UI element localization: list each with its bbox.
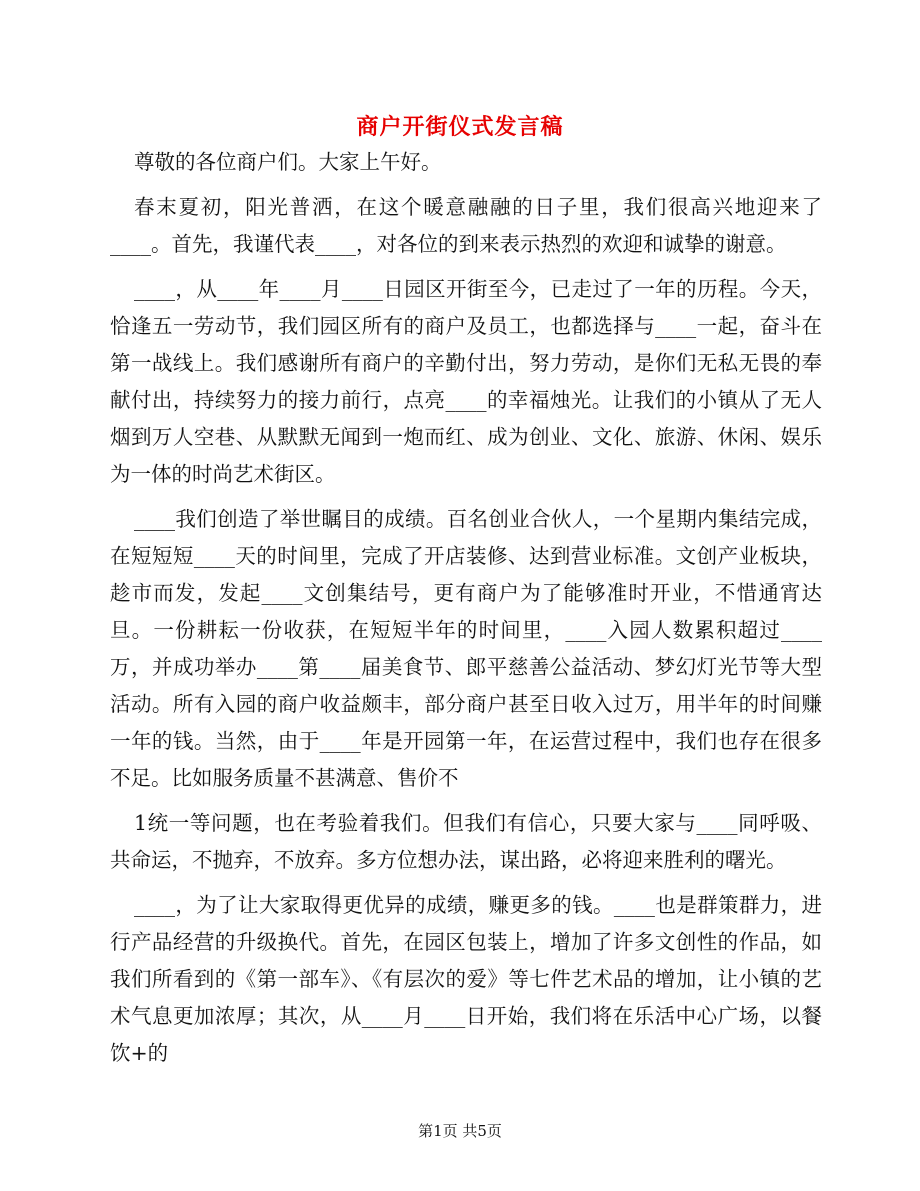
page-number-footer: 第1页 共5页 [418, 1122, 502, 1140]
paragraph-history: ____，从____年____月____日园区开街至今，已走过了一年的历程。今天，恰逢五一劳动节，我们园区所有的商户及员工，也都选择与____一起，奋斗在第一战线上。我们感谢所有商户的辛勤付出，努力劳动，是你们无私无畏的奉献付出，持续努力的接力前行，点亮____的幸福烛光。让我们的小镇从了无人烟到万人空巷、从默默无闻到一炮而红、成为创业、文化、旅游、休闲、娱乐为一体的时尚艺术街区。 [110, 277, 822, 486]
document-body [110, 144, 822, 1080]
paragraph-greeting: 尊敬的各位商户们。大家上午好。 [134, 150, 442, 174]
paragraph-opening: 春末夏初，阳光普洒，在这个暖意融融的日子里，我们很高兴地迎来了____。首先，我谨代表____，对各位的到来表示热烈的欢迎和诚挚的谢意。 [110, 195, 822, 256]
paragraph-confidence: 1统一等问题，也在考验着我们。但我们有信心，只要大家与____同呼吸、共命运，不抛弃，不放弃。多方位想办法，谋出路，必将迎来胜利的曙光。 [110, 811, 822, 872]
paragraph-achievements: ____我们创造了举世瞩目的成绩。百名创业合伙人，一个星期内集结完成，在短短短____天的时间里，完成了开店装修、达到营业标准。文创产业板块，趁市而发，发起____文创集结号，更有商户为了能够准时开业，不惜通宵达旦。一份耕耘一份收获，在短短半年的时间里，____入园人数累积超过____万，并成功举办____第____届美食节、郎平慈善公益活动、梦幻灯光节等大型活动。所有入园的商户收益颇丰，部分商户甚至日收入过万，用半年的时间赚一年的钱。当然，由于____年是开园第一年，在运营过程中，我们也存在很多不足。比如服务质量不甚满意、售价不 [110, 507, 822, 790]
document-title: 商户开街仪式发言稿 [356, 115, 564, 140]
paragraph-upgrades: ____，为了让大家取得更优异的成绩，赚更多的钱。____也是群策群力，进行产品经营的升级换代。首先，在园区包装上，增加了许多文创性的作品，如我们所看到的《第一部车》、《有层次的爱》等七件艺术品的增加，让小镇的艺术气息更加浓厚；其次，从____月____日开始，我们将在乐活中心广场，以餐饮+的 [110, 893, 822, 1065]
